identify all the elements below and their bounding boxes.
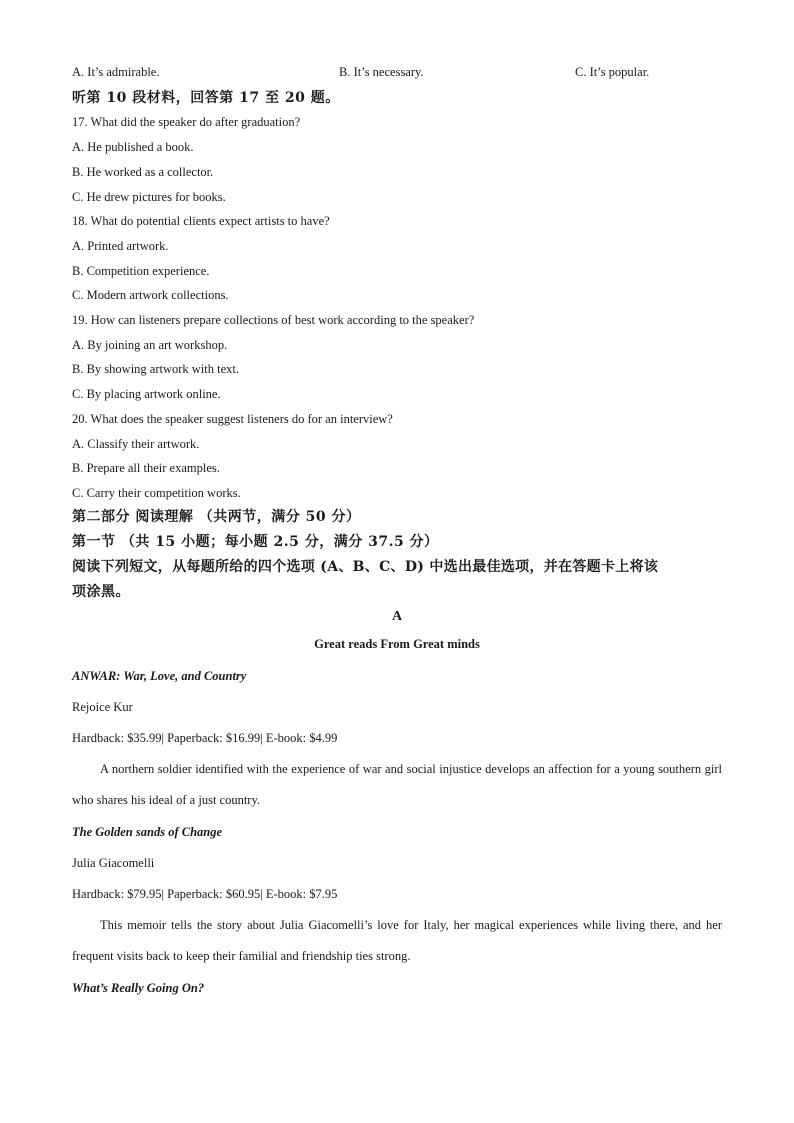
section-instruction: 听第 10 段材料，回答第 17 至 20 题。 xyxy=(72,90,340,106)
question-option: B. By showing artwork with text. xyxy=(72,362,240,376)
question-option: B. Competition experience. xyxy=(72,264,210,278)
question-option: C. Carry their competition works. xyxy=(72,486,241,500)
q16-options xyxy=(72,65,722,81)
question-option: A. He published a book. xyxy=(72,140,194,154)
question-stem: 17. What did the speaker do after graduation? xyxy=(72,115,301,129)
question-stem: 18. What do potential clients expect artists to have? xyxy=(72,214,330,228)
book-prices: Hardback: $35.99| Paperback: $16.99| E-book: $4.99 xyxy=(72,731,338,745)
reading-instruction: 阅读下列短文，从每题所给的四个选项 (A、B、C、D) 中选出最佳选项，并在答题卡上将该 xyxy=(72,559,659,575)
passage-label: A xyxy=(391,609,403,624)
book-title: ANWAR: War, Love, and Country xyxy=(72,669,247,683)
book-description: This memoir tells the story about Julia Giacomelli’s love for Italy, her magical experiences while living there, and her frequent visits back to keep their familial and friendship ties strong. xyxy=(72,918,722,963)
book-author: Rejoice Kur xyxy=(72,700,133,714)
section-heading: 第一节 （共 15 小题；每小题 2.5 分，满分 37.5 分） xyxy=(72,534,439,550)
question-option: C. By placing artwork online. xyxy=(72,387,221,401)
question-option: A. By joining an art workshop. xyxy=(72,338,228,352)
question-option: C. Modern artwork collections. xyxy=(72,288,229,302)
question-option: A. Classify their artwork. xyxy=(72,437,200,451)
question-stem: 19. How can listeners prepare collections of best work according to the speaker? xyxy=(72,313,475,327)
book-title: What’s Really Going On? xyxy=(72,981,205,995)
question-option: C. He drew pictures for books. xyxy=(72,190,226,204)
reading-instruction-cont: 项涂黑。 xyxy=(72,584,130,600)
part-heading: 第二部分 阅读理解 （共两节，满分 50 分） xyxy=(72,509,361,525)
q16-option-b: B. It’s necessary. xyxy=(339,65,424,79)
q16-option-c: C. It’s popular. xyxy=(575,65,650,79)
q16-option-a: A. It’s admirable. xyxy=(72,65,160,79)
book-title: The Golden sands of Change xyxy=(72,825,223,839)
passage-title: Great reads From Great minds xyxy=(314,637,480,651)
question-stem: 20. What does the speaker suggest listeners do for an interview? xyxy=(72,412,393,426)
question-option: A. Printed artwork. xyxy=(72,239,169,253)
question-option: B. He worked as a collector. xyxy=(72,165,214,179)
book-author: Julia Giacomelli xyxy=(72,856,155,870)
book-description: A northern soldier identified with the experience of war and social injustice develops an affection for a young southern girl who shares his ideal of a just country. xyxy=(72,762,722,807)
book-prices: Hardback: $79.95| Paperback: $60.95| E-book: $7.95 xyxy=(72,887,338,901)
question-option: B. Prepare all their examples. xyxy=(72,461,220,475)
